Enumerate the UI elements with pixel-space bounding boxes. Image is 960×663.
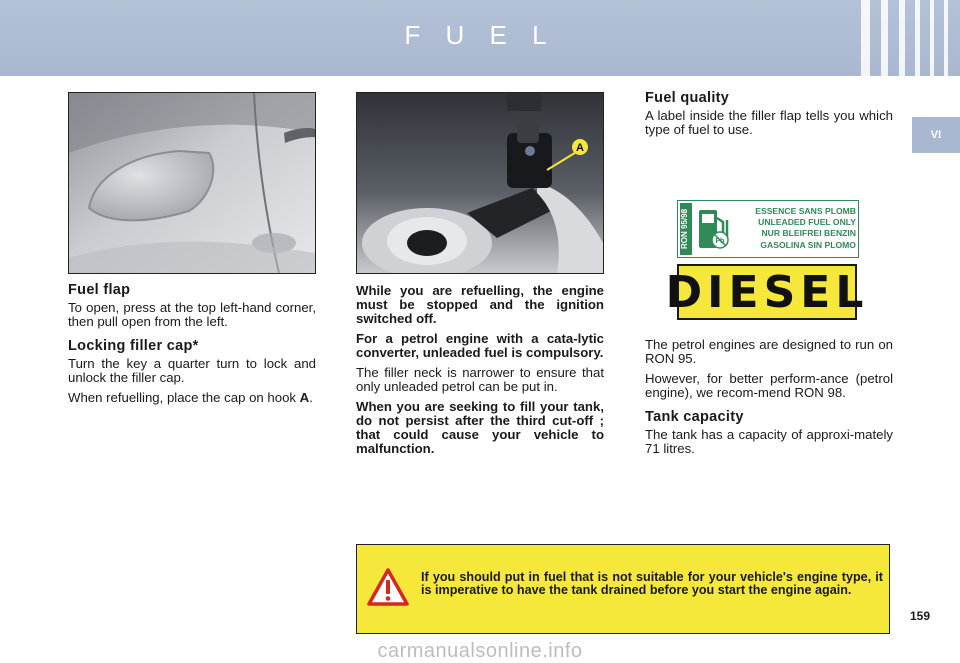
chapter-tab[interactable]: VI bbox=[912, 117, 960, 153]
section-title: Tank capacity bbox=[645, 409, 744, 425]
svg-text:Pb: Pb bbox=[715, 238, 725, 245]
watermark: carmanualsonline.info bbox=[377, 640, 583, 662]
paragraph: The filler neck is narrower to ensure that only unleaded petrol can be put in. bbox=[356, 365, 604, 394]
fuel-pump-icon bbox=[696, 206, 732, 252]
paragraph: While you are refuelling, the engine must be stopped and the ignition switched off. bbox=[356, 283, 604, 326]
column-1 bbox=[68, 283, 316, 411]
page-number: 159 bbox=[909, 609, 931, 623]
column-3-top bbox=[645, 91, 893, 143]
label-lines: ESSENCE SANS PLOMB UNLEADED FUEL ONLY NUR BLEIFREI BENZIN GASOLINA SIN PLOMO bbox=[755, 206, 856, 250]
paragraph: Turn the key a quarter turn to lock and unlock the filler cap. bbox=[68, 356, 316, 385]
diesel-label: DIESEL bbox=[677, 264, 857, 320]
ron-rating: RON 95/98 bbox=[680, 203, 692, 255]
paragraph: A label inside the filler flap tells you which type of fuel to use. bbox=[645, 108, 893, 137]
column-3-bottom bbox=[645, 338, 893, 462]
fuel-flap-photo bbox=[68, 92, 316, 274]
warning-text: If you should put in fuel that is not suitable for your vehicle's engine type, it is imperative to have the tank drained before you start the engine again. bbox=[421, 570, 883, 597]
page-title: F U E L bbox=[404, 20, 556, 50]
paragraph: However, for better perform-ance (petrol engine), we recom-mend RON 98. bbox=[645, 371, 893, 400]
paragraph: For a petrol engine with a cata-lytic converter, unleaded fuel is compulsory. bbox=[356, 331, 604, 360]
paragraph: To open, press at the top left-hand corner, then pull open from the left. bbox=[68, 300, 316, 329]
filler-cap-photo bbox=[356, 92, 604, 274]
column-2 bbox=[356, 284, 604, 462]
callout-a: A bbox=[576, 142, 584, 154]
section-title: Fuel flap bbox=[68, 282, 131, 298]
paragraph: The tank has a capacity of approxi-mately 71 litres. bbox=[645, 427, 893, 456]
warning-triangle-icon bbox=[367, 567, 409, 607]
section-title: Locking filler cap* bbox=[68, 338, 199, 354]
page-header bbox=[0, 0, 960, 76]
paragraph: When refuelling, place the cap on hook A. bbox=[68, 390, 313, 405]
warning-box bbox=[356, 544, 890, 634]
paragraph: When you are seeking to fill your tank, do not persist after the third cut-off ; that could cause your vehicle to malfunction. bbox=[356, 399, 604, 456]
section-title: Fuel quality bbox=[645, 90, 730, 106]
unleaded-fuel-label bbox=[677, 200, 859, 258]
paragraph: The petrol engines are designed to run on RON 95. bbox=[645, 337, 893, 366]
